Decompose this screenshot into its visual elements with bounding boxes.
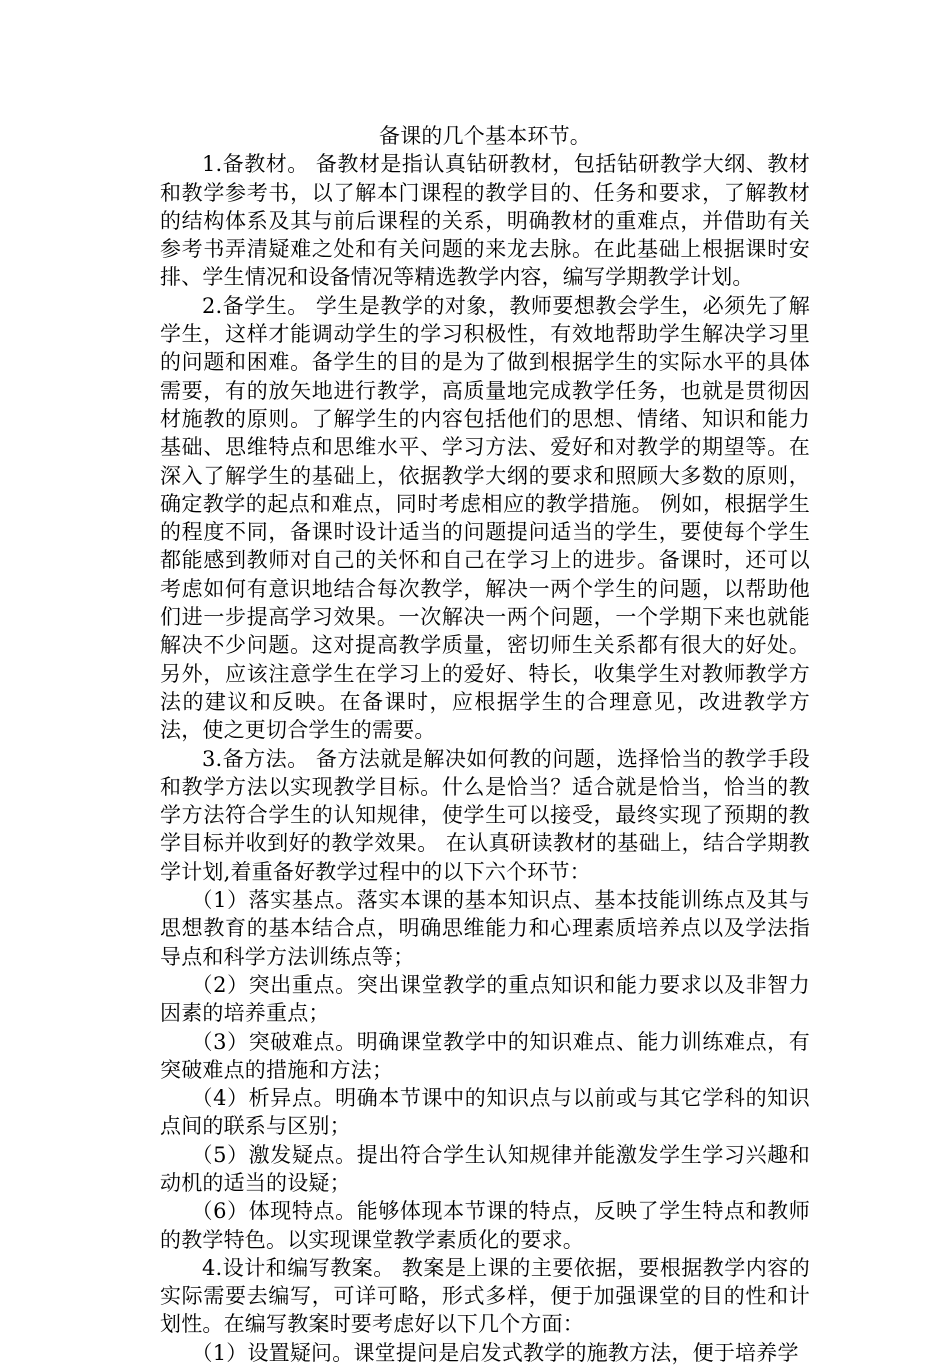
list-item-base-points: （1）落实基点。落实本课的基本知识点、基本技能训练点及其与思想教育的基本结合点，明确思维能力和心理素质培养点以及学法指导点和科学方法训练点等； [160, 888, 810, 969]
paragraph-prepare-methods: 3.备方法。 备方法就是解决如何教的问题，选择恰当的教学手段和教学方法以实现教学目标。什么是恰当？适合就是恰当，恰当的教学方法符合学生的认知规律，使学生可以接受，最终实现了预期的教学目标并收到好的教学效果。 在认真研读教材的基础上，结合学期教学计划,着重备好教学过程中的以下六个环节： [160, 746, 810, 884]
list-item-key-points: （2）突出重点。突出课堂教学的重点知识和能力要求以及非智力因素的培养重点； [160, 972, 810, 1026]
list-item-difference-points: （4）析异点。明确本节课中的知识点与以前或与其它学科的知识点间的联系与区别； [160, 1086, 810, 1139]
paragraph-prepare-materials: 1.备教材。 备教材是指认真钻研教材，包括钻研教学大纲、教材和教学参考书，以了解本门课程的教学目的、任务和要求，了解教材的结构体系及其与前后课程的关系，明确教材的重难点，并借助有关参考书弄清疑难之处和有关问题的来龙去脉。在此基础上根据课时安排、学生情况和设备情况等精选教学内容，编写学期教学计划。 [160, 152, 810, 290]
paragraph-lesson-plan: 4.设计和编写教案。 教案是上课的主要依据，要根据教学内容的实际需要去编写，可详可略，形式多样，便于加强课堂的目的性和计划性。在编写教案时要考虑好以下几个方面： [160, 1255, 810, 1337]
paragraph-prepare-students: 2.备学生。 学生是教学的对象，教师要想教会学生，必须先了解学生，这样才能调动学生的学习积极性，有效地帮助学生解决学习里的问题和困难。备学生的目的是为了做到根据学生的实际水平的具体需要，有的放矢地进行教学，高质量地完成教学任务，也就是贯彻因材施教的原则。了解学生的内容包括他们的思想、情绪、知识和能力基础、思维特点和思维水平、学习方法、爱好和对教学的期望等。在深入了解学生的基础上，依据教学大纲的要求和照顾大多数的原则，确定教学的起点和难点，同时考虑相应的教学措施。 例如，根据学生的程度不同，备课时设计适当的问题提问适当的学生，要使每个学生都能感到教师对自己的关怀和自己在学习上的进步。备课时，还可以考虑如何有意识地结合每次教学，解决一两个学生的问题，以帮助他们进一步提高学习效果。一次解决一两个问题，一个学期下来也就能解决不少问题。这对提高教学质量，密切师生关系都有很大的好处。 另外，应该注意学生在学习上的爱好、特长，收集学生对教师教学方法的建议和反映。在备课时，应根据学生的合理意见，改进教学方法，使之更切合学生的需要。 [160, 293, 810, 743]
list-item-difficult-points: （3）突破难点。明确课堂教学中的知识难点、能力训练难点，有突破难点的措施和方法； [160, 1029, 810, 1082]
document-title: 备课的几个基本环节。 [379, 124, 591, 148]
document-body [160, 122, 810, 1367]
list-item-set-questions: （1）设置疑问。课堂提问是启发式教学的施教方法，便于培养学 [191, 1340, 799, 1365]
list-item-feature-points: （6）体现特点。能够体现本节课的特点，反映了学生特点和教师的教学特色。以实现课堂教学素质化的要求。 [160, 1199, 810, 1252]
list-item-question-points: （5）激发疑点。提出符合学生认知规律并能激发学生学习兴趣和动机的适当的设疑； [160, 1142, 810, 1195]
